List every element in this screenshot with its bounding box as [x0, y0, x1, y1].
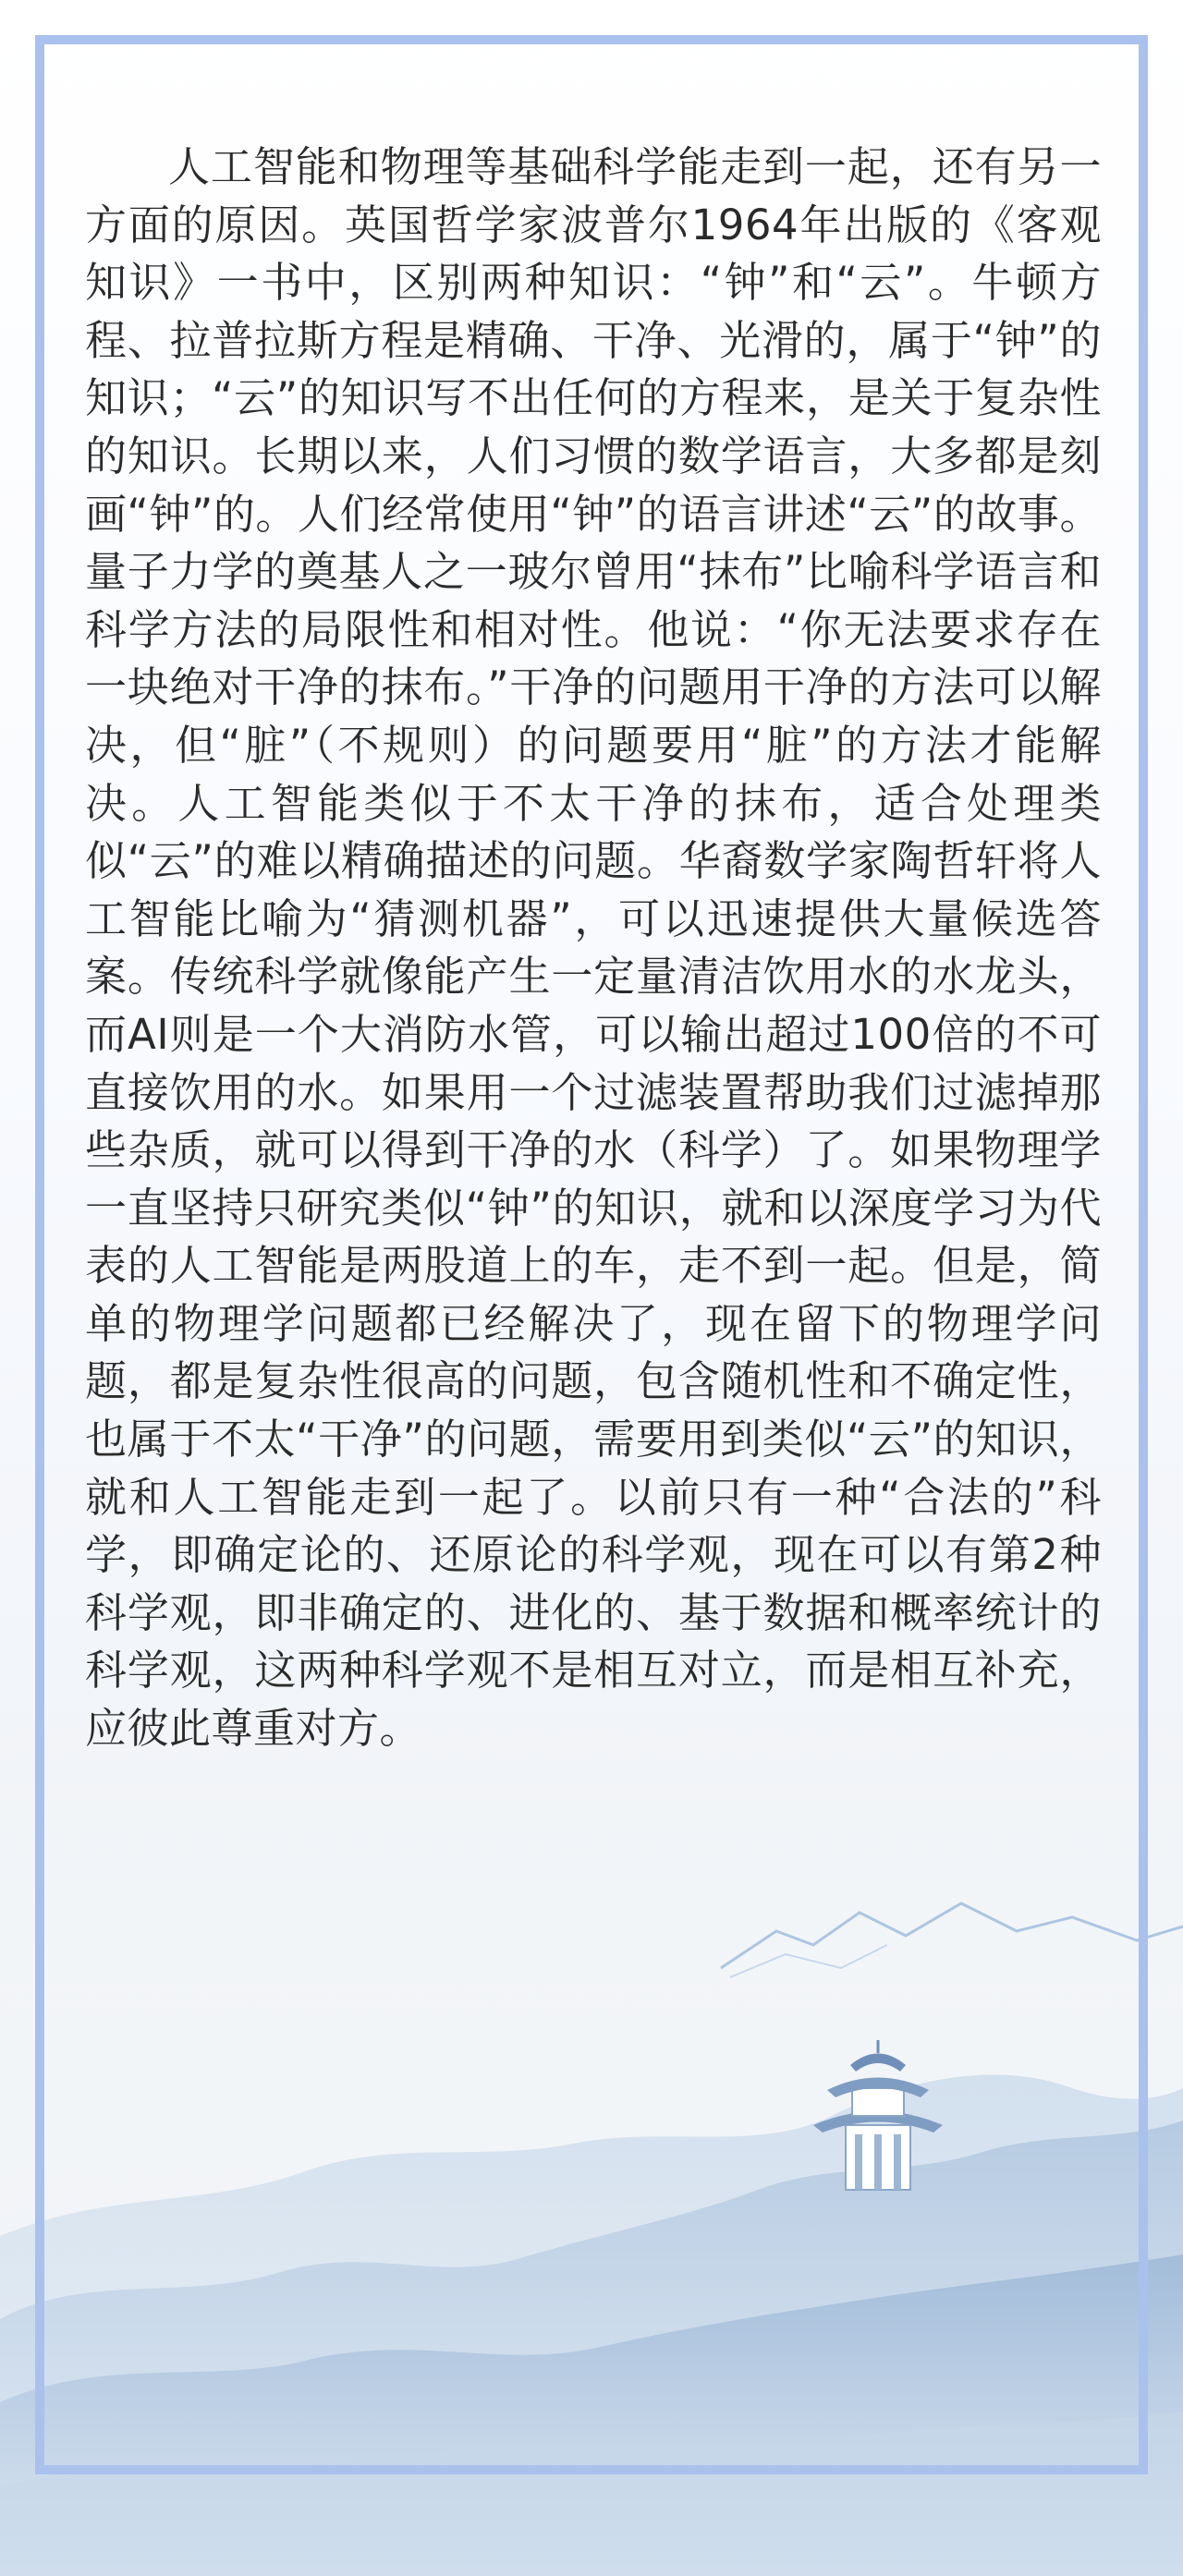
article-text: 人工智能和物理等基础科学能走到一起，还有另一方面的原因。英国哲学家波普尔1964年出版的《客观知识》一书中，区别两种知识：“钟”和“云”。牛顿方程、拉普拉斯方程是精确、干净、光滑的，属于“钟”的知识；“云”的知识写不出任何的方程来，是关于复杂性的知识。长期以来，人们习惯的数学语言，大多都是刻画“钟”的。人们经常使用“钟”的语言讲述“云”的故事。量子力学的奠基人之一玻尔曾用“抹布”比喻科学语言和科学方法的局限性和相对性。他说：“你无法要求存在一块绝对干净的抹布。”干净的问题用干净的方法可以解决，但“脏”（不规则）的问题要用“脏”的方法才能解决。人工智能类似于不太干净的抹布，适合处理类似“云”的难以精确描述的问题。华裔数学家陶哲轩将人工智能比喻为“猜测机器”，可以迅速提供大量候选答案。传统科学就像能产生一定量清洁饮用水的水龙头，而AI则是一个大消防水管，可以输出超过100倍的不可直接饮用的水。如果用一个过滤装置帮助我们过滤掉那些杂质，就可以得到干净的水（科学）了。如果物理学一直坚持只研究类似“钟”的知识，就和以深度学习为代表的人工智能是两股道上的车，走不到一起。但是，简单的物理学问题都已经解决了，现在留下的物理学问题，都是复杂性很高的问题，包含随机性和不确定性，也属于不太“干净”的问题，需要用到类似“云”的知识，就和人工智能走到一起了。以前只有一种“合法的”科学，即确定论的、还原论的科学观，现在可以有第2种科学观，即非确定的、进化的、基于数据和概率统计的科学观，这两种科学观不是相互对立，而是相互补充，应彼此尊重对方。: [85, 142, 1102, 1754]
